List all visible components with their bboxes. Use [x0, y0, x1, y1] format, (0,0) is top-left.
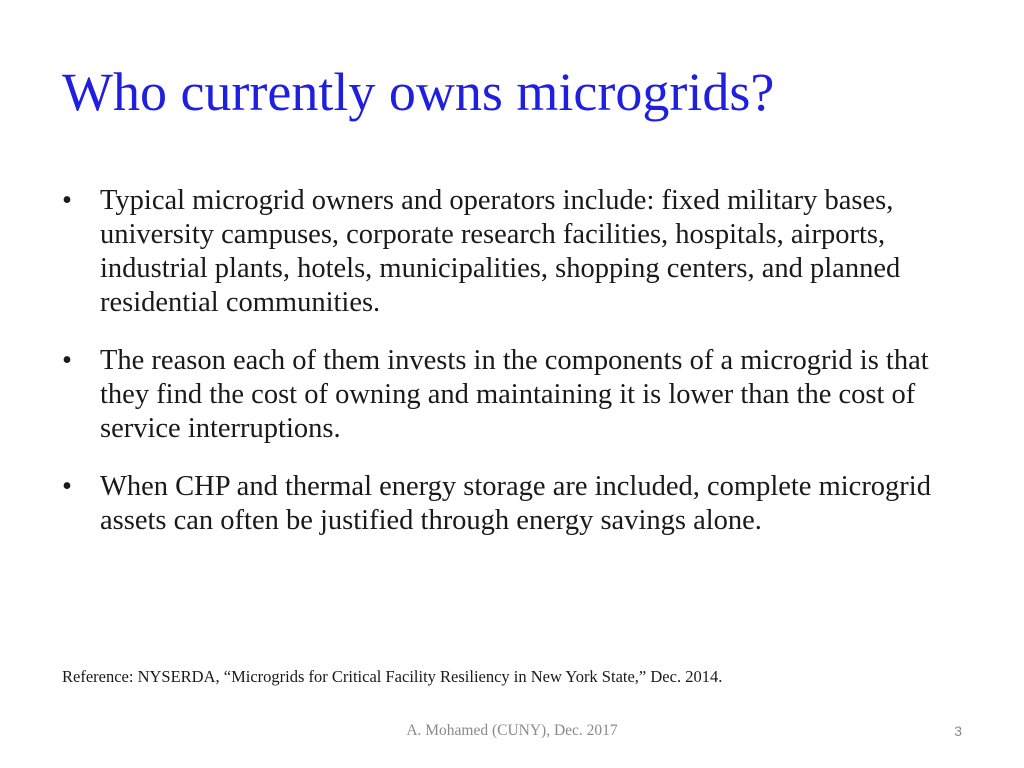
bullet-marker: •: [62, 345, 72, 376]
bullet-text: The reason each of them invests in the components of a microgrid is that they find the cost of owning and maintaining it is lower than the cost of service interruptions.: [100, 345, 929, 444]
bullet-item: [62, 184, 982, 320]
reference-note: Reference: NYSERDA, “Microgrids for Critical Facility Resiliency in New York State,” Dec. 2014.: [62, 667, 723, 686]
bullet-item: [62, 470, 982, 538]
slide-title: Who currently owns microgrids?: [62, 62, 775, 122]
bullet-marker: •: [62, 471, 72, 502]
slide-number: 3: [954, 723, 962, 739]
bullet-text: When CHP and thermal energy storage are included, complete microgrid assets can often be justified through energy savings alone.: [100, 471, 931, 536]
bullet-item: [62, 344, 982, 446]
bullet-text: Typical microgrid owners and operators include: fixed military bases, university campuses, corporate research facilities, hospitals, airports, industrial plants, hotels, municipalities, shopping centers, and planned residential communities.: [100, 185, 901, 318]
footer-text: A. Mohamed (CUNY), Dec. 2017: [406, 722, 618, 739]
bullet-marker: •: [62, 185, 72, 216]
bullet-list: [62, 184, 982, 562]
